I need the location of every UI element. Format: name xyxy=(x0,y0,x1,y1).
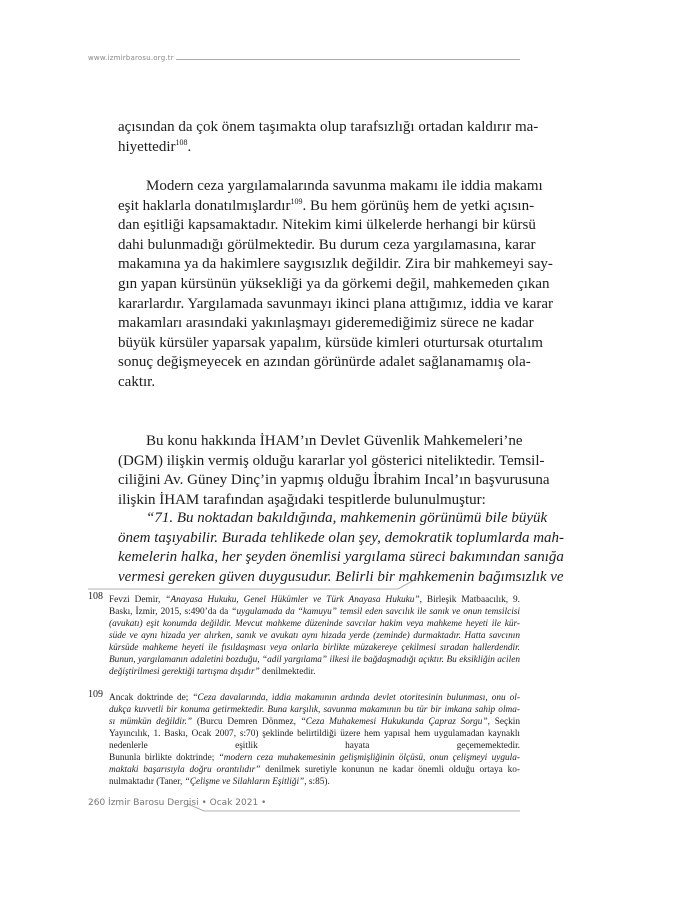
text-segment: gın yapan kürsünün yüksekliği ya da görkemi değil, mahkemeden çıkan xyxy=(118,275,550,292)
text-segment: Yayıncılık, 1. Baskı, Ocak 2007, s:70) şeklinde belirtildiği üzere hem yapısal hem uygulamadan kaynaklı xyxy=(109,729,520,739)
text-line xyxy=(109,692,520,704)
text-segment: Modern ceza yargılamalarında savunma makamı ile iddia makamı xyxy=(146,178,543,194)
text-segment: denilmek suretiyle konunun ne kadar önemli olduğu ortaya ko- xyxy=(260,765,520,775)
text-segment: açısından da çok önem taşımakta olup tarafsızlığı ortadan kaldırır ma- xyxy=(118,119,539,135)
text-segment: , s:85). xyxy=(304,777,330,787)
text-segment: makamına ya da hakimlere saygısızlık değildir. Zira bir mahkemeyi say- xyxy=(118,256,553,273)
text-segment: Ancak doktrinde de; xyxy=(109,693,193,703)
text-line xyxy=(109,716,520,728)
footnote-number: 108 xyxy=(88,591,103,602)
text-segment: süde ve aynı hizada yer alırken, sanık ve avukatı aynı hizada yerde (zeminde) durmaktadır. Hatta savcının xyxy=(109,631,520,641)
text-line xyxy=(109,594,520,606)
text-segment: “Anayasa Hukuku, Genel Hükümler ve Türk Anayasa Hukuku” xyxy=(165,595,420,605)
text-line xyxy=(109,728,520,740)
text-line xyxy=(109,654,520,666)
text-segment: “71. Bu noktadan bakıldığında, mahkemenin görünümü bile büyük xyxy=(146,510,548,526)
text-segment: “Ceza Muhakemesi Hukukunda Çapraz Sorgu” xyxy=(300,717,488,727)
text-line xyxy=(109,704,520,716)
text-segment: kürsüde mahkeme heyeti ile fısıldaşması veya onlarla birlikte müzakereye çekilmesi sıradan hallerdendir. xyxy=(109,643,520,653)
text-segment: Fevzi Demir, xyxy=(109,595,166,605)
text-segment: ilişkin İHAM tarafından aşağıdaki tespitlerde bulunulmuştur: xyxy=(118,491,486,508)
text-segment: “Çelişme ve Silahların Eşitliği” xyxy=(184,777,305,787)
header-url: www.izmirbarosu.org.tr xyxy=(88,54,174,62)
text-segment: kararlardır. Yargılamada savunmayı ikinci plana attığımız, iddia ve karar xyxy=(118,295,553,312)
text-segment: “uygulamada da “kamuyu” temsil eden savcılık ile sanık ve onun temsilcisi xyxy=(231,607,520,617)
page-footer: 260 İzmir Barosu Dergisi • Ocak 2021 • xyxy=(88,798,267,808)
text-segment: caktır. xyxy=(118,373,156,390)
text-segment: değiştirilmesi gerektiği tartışma dışıdır” xyxy=(109,667,260,677)
text-segment: (DGM) ilişkin vermiş olduğu kararlar yol gösterici niteliktedir. Temsil- xyxy=(118,452,545,469)
text-line xyxy=(109,618,520,630)
text-line xyxy=(109,606,520,618)
text-segment: hiyettedir xyxy=(118,138,176,155)
text-segment: Bu konu hakkında İHAM’ın Devlet Güvenlik Mahkemeleri’ne xyxy=(146,433,523,449)
text-segment: . Bu hem görünüş hem de yetki açısın- xyxy=(302,197,535,214)
footnote-reference[interactable]: 109 xyxy=(290,196,303,206)
text-segment: nedenlerle eşitlik hayata geçememektedir. xyxy=(109,741,520,751)
text-segment: vermesi gereken güven duygusudur. Belirli bir mahkemenin bağımsızlık ve xyxy=(118,568,564,585)
text-segment: makamları arasındaki yakınlaşmayı gideremediğimiz sürece ne kadar xyxy=(118,315,534,332)
text-segment: dukça kuvvetli bir konuma getirmektedir. Buna karşılık, savunma makamının bu tür bir imkana sahip olma- xyxy=(109,705,520,715)
text-line xyxy=(109,776,520,788)
footnote-reference[interactable]: 108 xyxy=(175,137,188,147)
text-segment: dahi bulunmadığı görülmektedir. Bu durum ceza yargılamasına, karar xyxy=(118,236,536,253)
text-segment: önem taşıyabilir. Burada tehlikede olan şey, demokratik toplumlarda mah- xyxy=(118,529,565,546)
text-segment: kemelerin halka, her şeyden önemlisi yargılama süreci bakımından sanığa xyxy=(118,549,564,566)
footnote-text xyxy=(109,594,520,678)
text-segment: . xyxy=(187,138,192,155)
footnote-number: 109 xyxy=(88,689,103,700)
text-segment: Baskı, İzmir, 2015, s:490’da da xyxy=(109,607,232,617)
text-line xyxy=(109,764,520,776)
text-segment: Bunun, yargılamanın adaletini bozduğu, “adil yargılama” ilkesi ile bağdaşmadığı açıktır. Bu eksikliğin acilen xyxy=(109,655,520,665)
text-line xyxy=(109,642,520,654)
text-segment: , Seçkin xyxy=(487,717,521,727)
text-segment: nulmaktadır (Taner, xyxy=(109,777,185,787)
text-line xyxy=(109,740,520,752)
text-segment: Bununla birlikte doktrinde; xyxy=(109,753,219,763)
footnote-109 xyxy=(88,689,521,788)
text-segment: sı mümkün değildir.” xyxy=(109,717,193,727)
text-segment: sonuç değişmeyecek en azından görünürde adalet sağlanamamış ola- xyxy=(118,354,531,371)
text-segment: eşit haklarla donatılmışlardır xyxy=(118,197,291,214)
text-segment: dan eşitliği kapsamaktadır. Nitekim kimi ülkelerde herhangi bir kürsü xyxy=(118,217,536,234)
text-segment: maktaki başarısıyla doğru orantılıdır” xyxy=(109,765,261,775)
text-segment: “Ceza davalarında, iddia makamının ardında devlet otoritesinin bulunması, onu ol- xyxy=(192,693,520,703)
text-segment: denilmektedir. xyxy=(259,667,316,677)
text-line xyxy=(109,630,520,642)
footnote-text xyxy=(109,692,520,788)
text-line xyxy=(109,666,520,678)
text-segment: (avukatı) eşit konumda değildir. Mevcut mahkeme düzeninde savcılar hakim veya mahkeme heyeti ile kür- xyxy=(109,619,520,629)
text-segment: “modern ceza muhakemesinin gelişmişliğinin ölçüsü, onun çelişmeyi uygula- xyxy=(218,753,520,763)
text-segment: büyük kürsüler yaparsak yapalım, kürsüde kimleri oturtursak oturtalım xyxy=(118,334,543,351)
footnote-108 xyxy=(88,591,520,678)
text-segment: , Birleşik Matbaacılık, 9. xyxy=(419,595,520,605)
text-segment: (Burcu Demren Dönmez, xyxy=(192,717,301,727)
text-line xyxy=(109,752,520,764)
text-segment: ciliğini Av. Güney Dinç’in yapmış olduğu İbrahim Incal’ın başvurusuna xyxy=(118,472,550,489)
